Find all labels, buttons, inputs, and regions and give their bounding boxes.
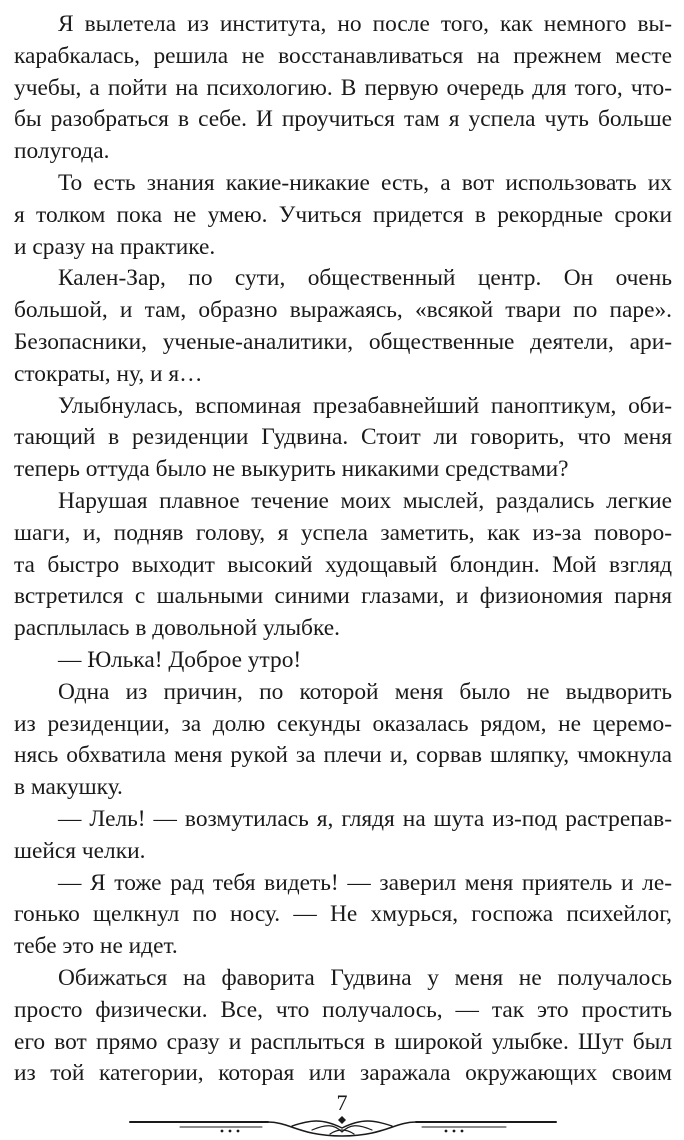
- text-line: и сразу на практике.: [14, 233, 216, 260]
- text-line: учебы, а пойти на психологию. В первую очередь для того, что-: [14, 74, 672, 101]
- text-line: бы разобраться в себе. И проучиться там я успела чуть больше: [14, 106, 672, 133]
- text-line: нясь обхватила меня рукой за плечи и, сорвав шляпку, чмокнула: [14, 742, 672, 769]
- text-line: теперь оттуда было не выкурить никакими средствами?: [14, 456, 569, 483]
- text-line: из резиденции, за долю секунды оказалась рядом, не церемо-: [14, 710, 672, 737]
- text-line: Безопасники, ученые-аналитики, общественные деятели, ари-: [14, 328, 672, 355]
- text-line: карабкалась, решила не восстанавливаться на прежнем месте: [14, 42, 672, 69]
- text-line: Нарушая плавное течение моих мыслей, раздались легкие: [58, 487, 672, 514]
- text-line: из той категории, которая или заражала окружающих своим: [14, 1060, 672, 1087]
- text-line: — Я тоже рад тебя видеть! — заверил меня приятель и ле-: [58, 869, 672, 896]
- text-line: тающий в резиденции Гудвина. Стоит ли говорить, что меня: [14, 424, 672, 451]
- page-body: [14, 9, 672, 1090]
- ornament-divider-icon: [0, 1114, 684, 1140]
- text-line: тебе это не идет.: [14, 933, 178, 960]
- text-line: — Юлька! Доброе утро!: [58, 646, 302, 673]
- text-line: Я вылетела из института, но после того, как немного вы-: [58, 11, 672, 37]
- text-line: я толком пока не умею. Учиться придется в рекордные сроки: [14, 201, 672, 228]
- text-line: большой, и там, образно выражаясь, «всякой твари по паре».: [14, 297, 672, 324]
- text-line: Улыбнулась, вспоминая презабавнейший паноптикум, оби-: [58, 392, 672, 419]
- text-line: То есть знания какие-никакие есть, а вот использовать их: [58, 169, 672, 196]
- text-line: просто физически. Все, что получалось, — так это простить: [14, 996, 672, 1023]
- text-line: Обижаться на фаворита Гудвина у меня не получалось: [58, 964, 672, 991]
- text-line: шаги, и, подняв голову, я успела заметить, как из-за поворо-: [14, 519, 672, 546]
- text-line: расплылась в довольной улыбке.: [14, 615, 340, 642]
- text-line: Кален-Зар, по сути, общественный центр. Он очень: [58, 265, 672, 292]
- text-line: гонько щелкнул по носу. — Не хмурься, госпожа психейлог,: [14, 901, 672, 928]
- text-line: — Лель! — возмутилась я, глядя на шута из-под растрепав-: [58, 805, 672, 832]
- text-line: в макушку.: [14, 774, 123, 801]
- text-line: встретился с шальными синими глазами, и физиономия парня: [14, 583, 672, 610]
- text-line: стократы, ну, и я…: [14, 360, 203, 387]
- text-line: полугода.: [14, 138, 110, 165]
- page-number: 7: [336, 1090, 348, 1115]
- text-line: Одна из причин, по которой меня было не выдворить: [58, 678, 672, 705]
- text-line: та быстро выходит высокий худощавый блондин. Мой взгляд: [14, 551, 672, 578]
- page-footer: [0, 1090, 684, 1140]
- text-line: шейся челки.: [14, 837, 146, 864]
- text-line: его вот прямо сразу и расплыться в широкой улыбке. Шут был: [14, 1028, 672, 1055]
